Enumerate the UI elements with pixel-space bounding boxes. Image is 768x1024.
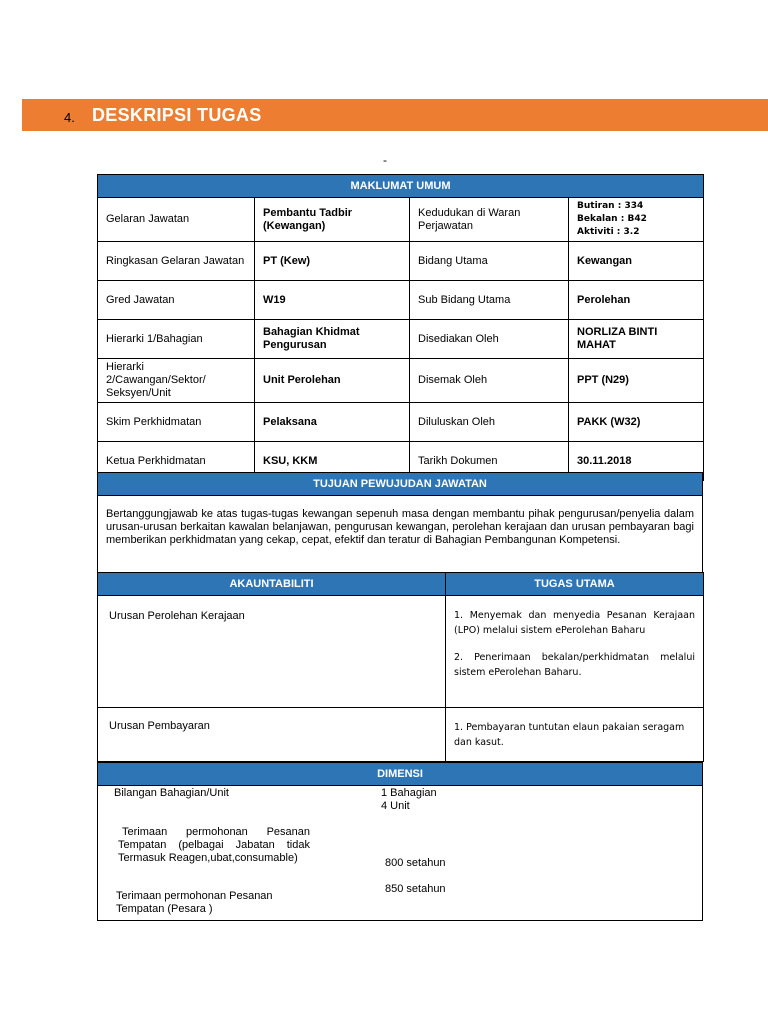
value-ketua: KSU, KKM (255, 442, 410, 481)
label-hierarki1: Hierarki 1/Bahagian (98, 320, 255, 359)
akauntabiliti-table (97, 572, 704, 762)
label-disemak: Disemak Oleh (410, 359, 569, 403)
akauntabiliti-item: Urusan Pembayaran (98, 708, 446, 762)
tugas-text: 1. Pembayaran tuntutan elaun pakaian seragam dan kasut. (454, 722, 685, 748)
label-ringkasan: Ringkasan Gelaran Jawatan (98, 242, 255, 281)
aktiviti-text: Aktiviti : 3.2 (577, 227, 640, 237)
label-hierarki2: Hierarki 2/Cawangan/Sektor/ Seksyen/Unit (98, 359, 255, 403)
dimensi-header: DIMENSI (98, 763, 703, 786)
value-diluluskan: PAKK (W32) (569, 403, 704, 442)
dimensi-label: Terimaan permohonan Pesanan Tempatan (pelbagai Jabatan tidak Termasuk Reagen,ubat,consumable) (118, 826, 310, 864)
value-sub-bidang: Perolehan (569, 281, 704, 320)
dimensi-label: Terimaan permohonan Pesanan Tempatan (Pesara ) (116, 890, 273, 915)
value-tarikh: 30.11.2018 (569, 442, 704, 481)
value-ringkasan: PT (Kew) (255, 242, 410, 281)
dimensi-value: 800 setahun (385, 857, 446, 869)
label-ketua: Ketua Perkhidmatan (98, 442, 255, 481)
maklumat-header: MAKLUMAT UMUM (98, 175, 704, 198)
dimensi-table (97, 762, 703, 921)
value-disediakan: NORLIZA BINTI MAHAT (569, 320, 704, 359)
value-skim: Pelaksana (255, 403, 410, 442)
bekalan-text: Bekalan : B42 (577, 214, 647, 224)
butiran-text: Butiran : 334 (577, 201, 644, 211)
tugas-cell (446, 596, 704, 708)
value-hierarki1: Bahagian Khidmat Pengurusan (255, 320, 410, 359)
tujuan-table (97, 472, 703, 574)
label-tarikh: Tarikh Dokumen (410, 442, 569, 481)
label-diluluskan: Diluluskan Oleh (410, 403, 569, 442)
value-gelaran: Pembantu Tadbir (Kewangan) (255, 198, 410, 242)
dimensi-label: Bilangan Bahagian/Unit (114, 787, 229, 799)
akauntabiliti-item: Urusan Perolehan Kerajaan (98, 596, 446, 708)
tugas-cell (446, 708, 704, 762)
section-title: DESKRIPSI TUGAS (92, 105, 262, 125)
value-disemak: PPT (N29) (569, 359, 704, 403)
value-kedudukan (569, 198, 704, 242)
dimensi-value: 4 Unit (381, 800, 410, 812)
label-sub-bidang: Sub Bidang Utama (410, 281, 569, 320)
akauntabiliti-header: AKAUNTABILITI (98, 573, 446, 596)
dash-mark: - (383, 153, 387, 167)
maklumat-umum-table (97, 174, 704, 481)
label-kedudukan: Kedudukan di Waran Perjawatan (410, 198, 569, 242)
section-number: 4. (64, 110, 75, 125)
label-gred: Gred Jawatan (98, 281, 255, 320)
label-skim: Skim Perkhidmatan (98, 403, 255, 442)
dimensi-value: 850 setahun (385, 883, 446, 895)
dimensi-value: 1 Bahagian (381, 787, 437, 799)
value-bidang: Kewangan (569, 242, 704, 281)
tugas-utama-header: TUGAS UTAMA (446, 573, 704, 596)
tugas-text: 2. Penerimaan bekalan/perkhidmatan melalui sistem ePerolehan Baharu. (454, 652, 695, 678)
value-gred: W19 (255, 281, 410, 320)
label-disediakan: Disediakan Oleh (410, 320, 569, 359)
section-banner (22, 99, 768, 131)
value-hierarki2: Unit Perolehan (255, 359, 410, 403)
label-bidang: Bidang Utama (410, 242, 569, 281)
tugas-text: 1. Menyemak dan menyedia Pesanan Kerajaan (LPO) melalui sistem ePerolehan Baharu (454, 610, 695, 636)
dimensi-body (98, 786, 703, 921)
tujuan-text: Bertanggungjawab ke atas tugas-tugas kewangan sepenuh masa dengan membantu pihak pengurusan/penyelia dalam urusan-urusan berkaitan kawalan belanjawan, pengurusan kewangan, perolehan kerajaan dan urusan pembayaran bagi memberikan perkhidmatan yang cekap, cepat, efektif dan teratur di Bahagian Pembangunan Kompetensi. (98, 496, 703, 574)
label-gelaran: Gelaran Jawatan (98, 198, 255, 242)
tujuan-header: TUJUAN PEWUJUDAN JAWATAN (98, 473, 703, 496)
